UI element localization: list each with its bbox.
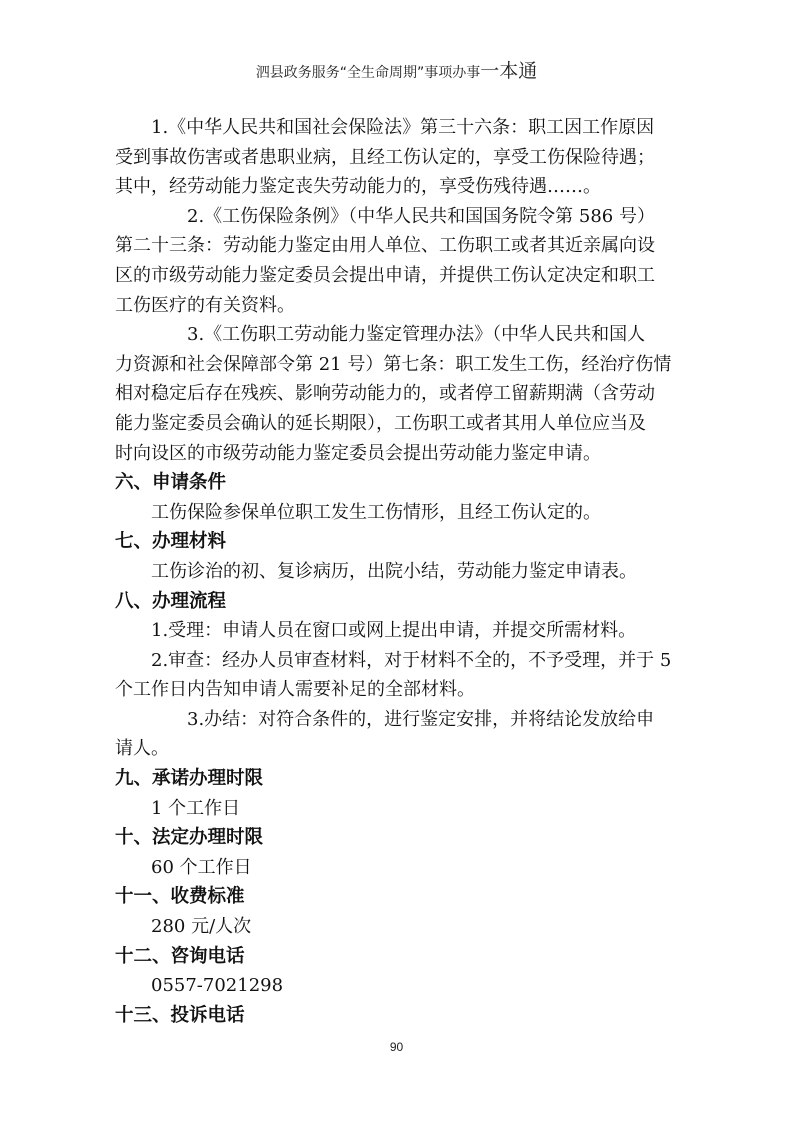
section-text-consult-phone: 0557-7021298 bbox=[151, 975, 284, 997]
section-heading-promised-time: 九、承诺办理时限 bbox=[115, 768, 264, 790]
section-text-conditions: 工伤保险参保单位职工发生工伤情形，且经工伤认定的。 bbox=[151, 501, 601, 523]
header-title: 泗县政务服务“全生命周期”事项办事 bbox=[255, 65, 481, 81]
section-heading-consult-phone: 十二、咨询电话 bbox=[115, 945, 245, 967]
legal-basis-2-line: 2.《工伤保险条例》（中华人民共和国国务院令第 586 号） bbox=[187, 205, 655, 227]
process-step-review: 2.审查：经办人员审查材料，对于材料不全的，不予受理，并于 5 bbox=[151, 649, 672, 671]
legal-basis-3-line: 能力鉴定委员会确认的延长期限），工伤职工或者其用人单位应当及 bbox=[115, 412, 646, 434]
section-text-fees: 280 元/人次 bbox=[151, 916, 252, 938]
section-heading-legal-time: 十、法定办理时限 bbox=[115, 827, 264, 849]
section-heading-materials: 七、办理材料 bbox=[115, 531, 227, 553]
legal-basis-3-line: 力资源和社会保障部令第 21 号）第七条：职工发生工伤，经治疗伤情 bbox=[115, 353, 672, 375]
legal-basis-3-line: 3.《工伤职工劳动能力鉴定管理办法》（中华人民共和国人 bbox=[187, 324, 646, 346]
process-step-complete: 请人。 bbox=[115, 738, 169, 760]
section-heading-fees: 十一、收费标准 bbox=[115, 886, 245, 908]
page-header bbox=[0, 56, 793, 83]
legal-basis-1-line: 受到事故伤害或者患职业病，且经工伤认定的，享受工伤保险待遇； bbox=[115, 146, 655, 168]
page-number: 90 bbox=[389, 1040, 404, 1054]
legal-basis-3-line: 相对稳定后存在残疾、影响劳动能力的，或者停工留薪期满（含劳动 bbox=[115, 383, 655, 405]
section-text-materials: 工伤诊治的初、复诊病历，出院小结，劳动能力鉴定申请表。 bbox=[151, 560, 637, 582]
process-step-review: 个工作日内告知申请人需要补足的全部材料。 bbox=[115, 679, 475, 701]
header-title-emphasis: 一本通 bbox=[480, 60, 538, 82]
legal-basis-2-line: 区的市级劳动能力鉴定委员会提出申请，并提供工伤认定决定和职工 bbox=[115, 264, 655, 286]
legal-basis-2-line: 第二十三条：劳动能力鉴定由用人单位、工伤职工或者其近亲属向设 bbox=[115, 235, 655, 257]
section-heading-complaint-phone: 十三、投诉电话 bbox=[115, 1004, 245, 1026]
legal-basis-1-line: 其中，经劳动能力鉴定丧失劳动能力的，享受伤残待遇……。 bbox=[115, 176, 601, 198]
section-heading-conditions: 六、申请条件 bbox=[115, 472, 227, 494]
process-step-complete: 3.办结：对符合条件的，进行鉴定安排，并将结论发放给申 bbox=[187, 708, 655, 730]
section-text-legal-time: 60 个工作日 bbox=[151, 856, 252, 878]
section-text-promised-time: 1 个工作日 bbox=[151, 797, 241, 819]
legal-basis-2-line: 工伤医疗的有关资料。 bbox=[115, 294, 295, 316]
document-body bbox=[115, 113, 680, 1030]
process-step-accept: 1.受理：申请人员在窗口或网上提出申请，并提交所需材料。 bbox=[151, 620, 637, 642]
section-heading-process: 八、办理流程 bbox=[115, 590, 227, 612]
legal-basis-3-line: 时向设区的市级劳动能力鉴定委员会提出劳动能力鉴定申请。 bbox=[115, 442, 601, 464]
legal-basis-1-line: 1.《中华人民共和国社会保险法》第三十六条：职工因工作原因 bbox=[151, 117, 655, 138]
